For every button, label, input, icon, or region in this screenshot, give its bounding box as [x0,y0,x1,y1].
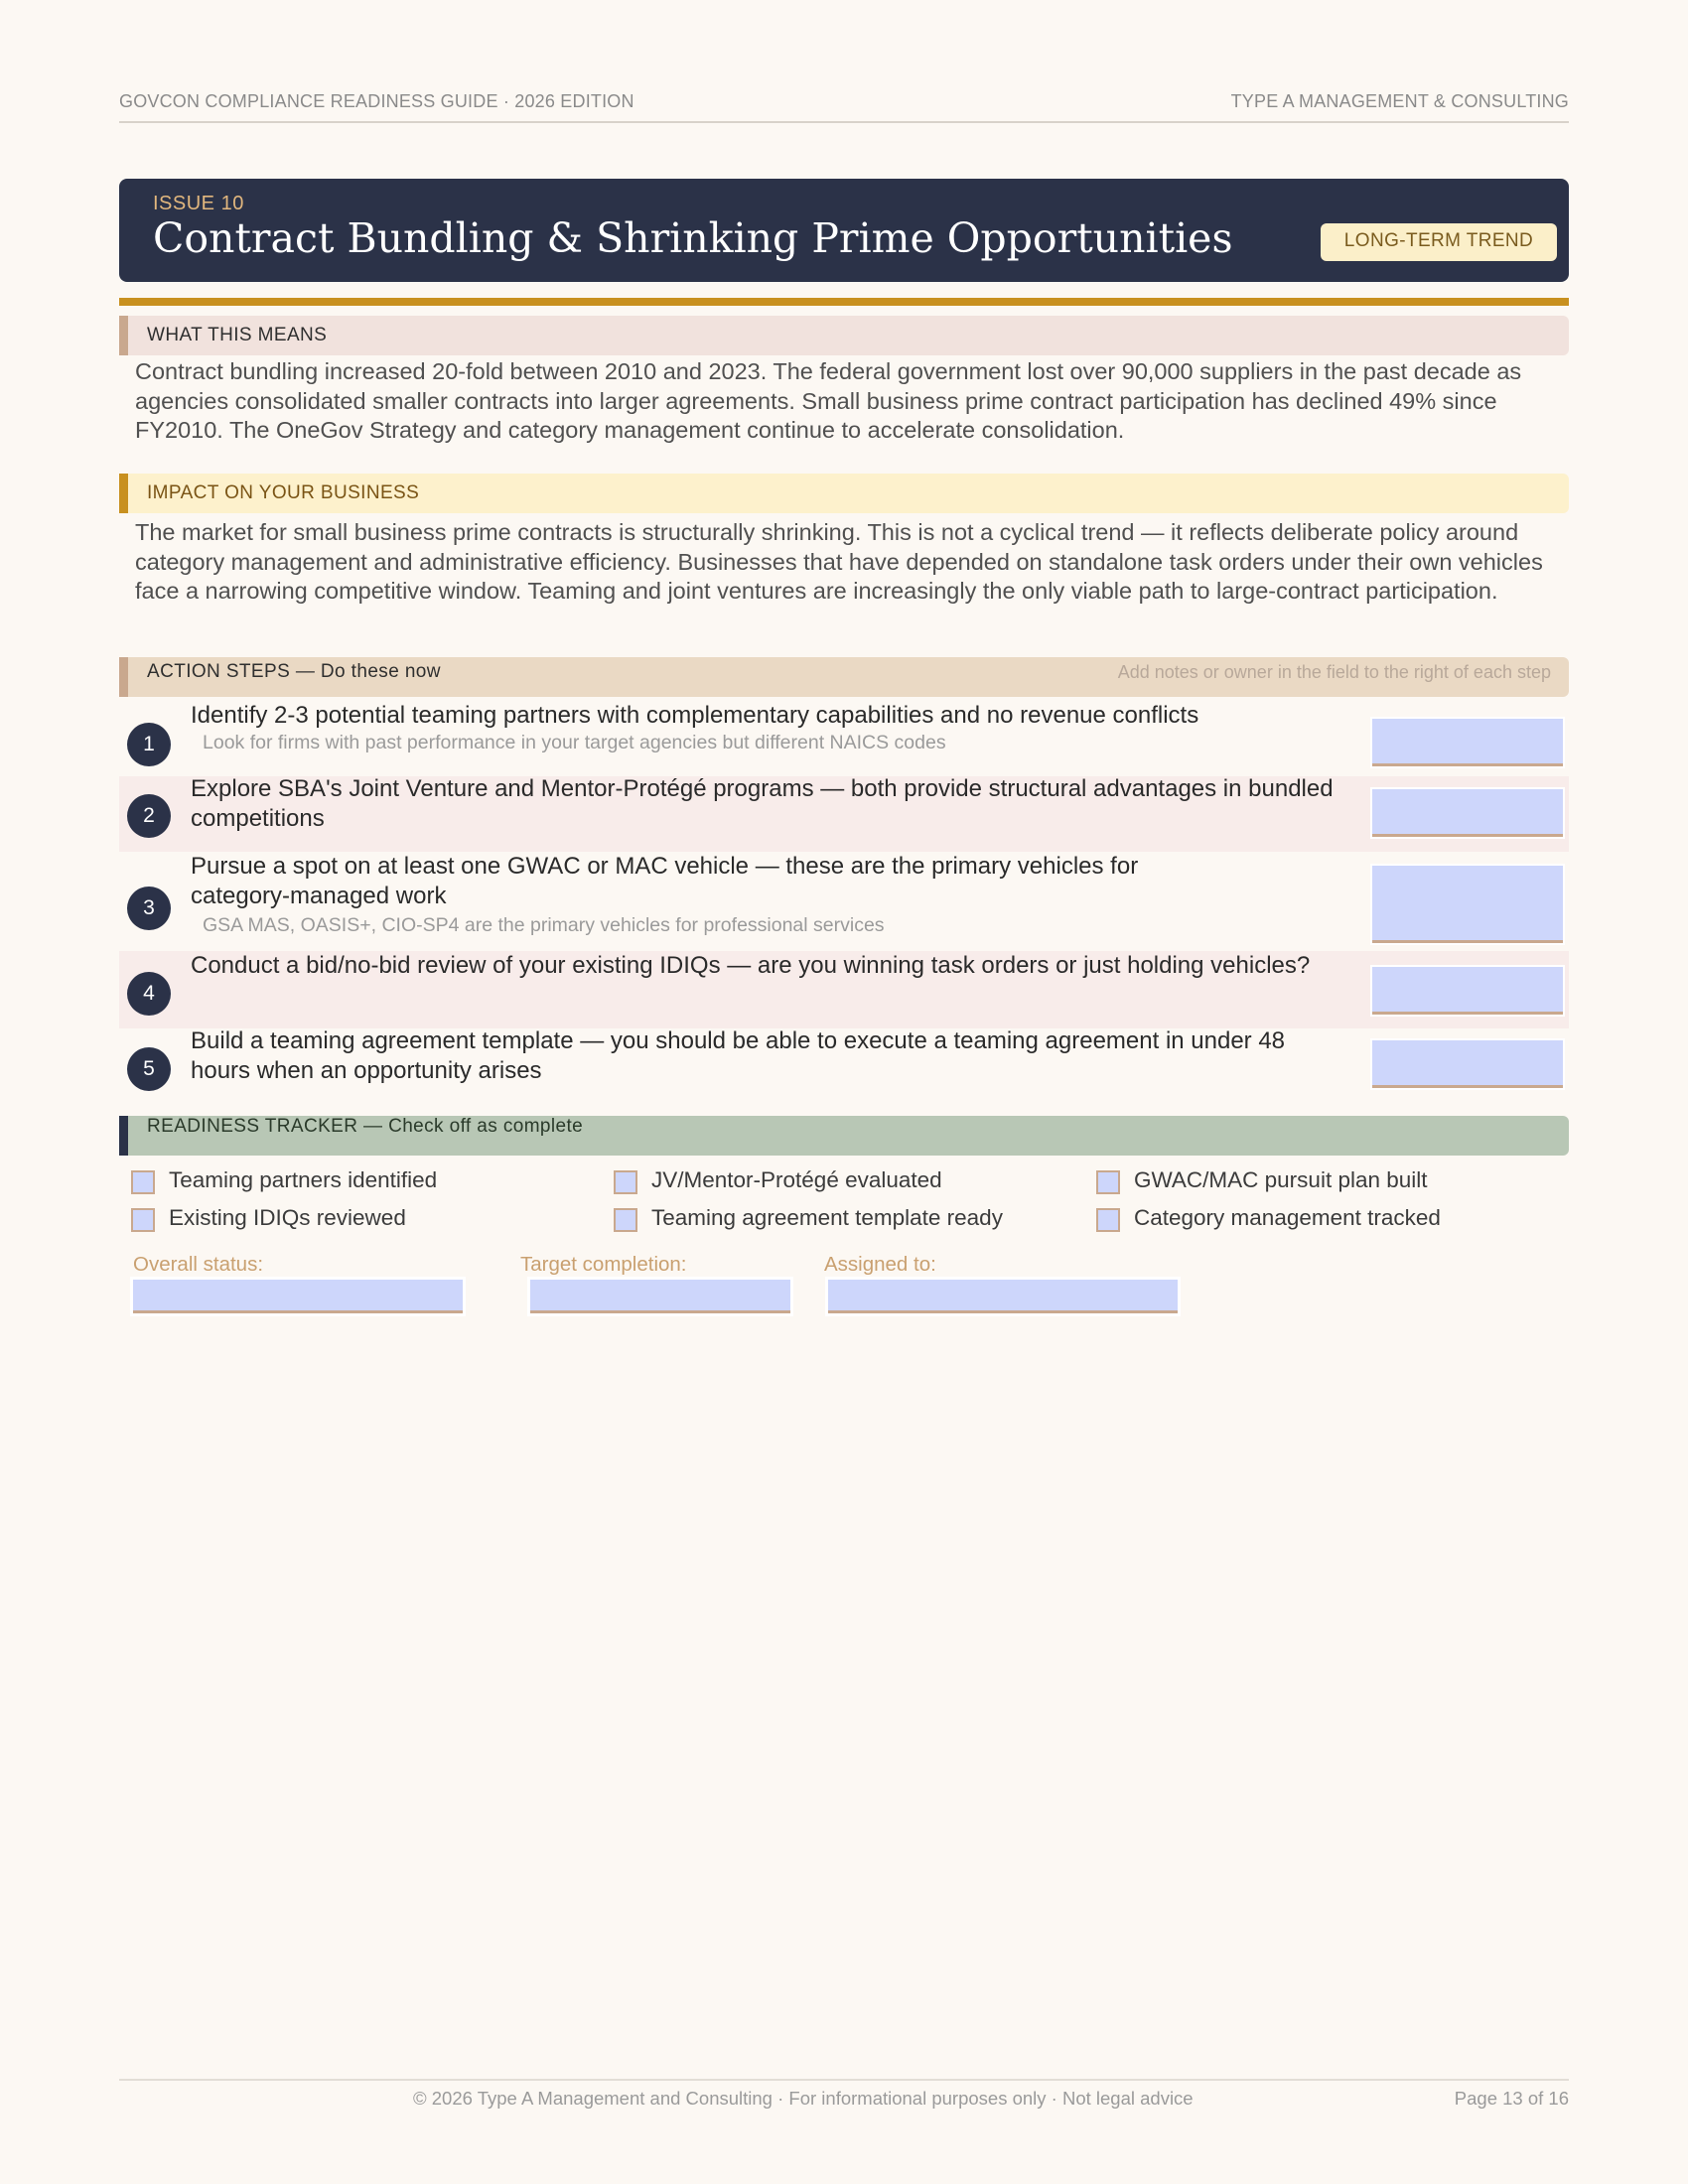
step-number-badge: 5 [127,1047,171,1091]
readiness-tracker-header [119,1116,1569,1156]
step-text [191,1026,1342,1086]
document-page [119,0,1569,2184]
overall-status-field[interactable] [133,1280,463,1313]
step-main-text: Conduct a bid/no-bid review of your existing IDIQs — are you winning task orders or just holding vehicles? [191,952,1311,979]
action-steps-header [119,657,1569,697]
step-main-text: Explore SBA's Joint Venture and Mentor-Protégé programs — both provide structural advantages in bundled competitions [191,775,1334,832]
checkbox-label: Category management tracked [1134,1205,1441,1230]
step-number-badge: 2 [127,794,171,838]
step-number-badge: 4 [127,972,171,1016]
impact-body: The market for small business prime contracts is structurally shrinking. This is not a cyclical trend — it reflects deliberate policy around category management and administrative efficiency. Businesses that have depended on standalone task orders under their own vehicles face a narrowing competitive window. Teaming and joint ventures are increasingly the only viable path to large-contract participation. [135,519,1543,604]
checkbox[interactable] [614,1208,637,1232]
what-this-means-body: Contract bundling increased 20-fold between 2010 and 2023. The federal government lost over 90,000 suppliers in the past decade as agencies consolidated smaller contracts into larger agreements. Small business prime contract participation has declined 49% since FY2010. The OneGov Strategy and category management continue to accelerate consolidation. [135,358,1522,443]
checkbox[interactable] [1096,1208,1120,1232]
issue-banner [119,179,1569,282]
section-heading: ACTION STEPS — Do these now [147,661,441,682]
step-notes-field[interactable] [1372,967,1563,1015]
section-accent-bar [119,316,128,355]
target-completion-label: Target completion: [520,1253,687,1276]
step-text [191,852,1243,937]
section-accent-bar [119,474,128,513]
checkbox-label: JV/Mentor-Protégé evaluated [651,1167,942,1192]
checkbox[interactable] [131,1208,155,1232]
step-text [191,701,1462,754]
trend-badge: LONG-TERM TREND [1321,223,1557,261]
step-text [191,774,1462,834]
step-text [191,951,1342,981]
action-step-2 [119,776,1569,852]
checkbox[interactable] [131,1170,155,1194]
target-completion-field[interactable] [530,1280,790,1313]
section-heading: IMPACT ON YOUR BUSINESS [147,482,420,503]
checkbox-label: Teaming agreement template ready [651,1205,1003,1230]
action-step-5 [119,1026,1569,1102]
action-step-3 [119,852,1569,951]
section-heading: READINESS TRACKER — Check off as complete [147,1116,584,1137]
gold-divider [119,298,1569,306]
step-main-text: Build a teaming agreement template — you should be able to execute a teaming agreement in under 48 hours when an opportunity arises [191,1027,1286,1084]
action-step-1 [119,701,1569,768]
checkbox-label: Existing IDIQs reviewed [169,1205,406,1230]
page-number: Page 13 of 16 [1454,2088,1569,2109]
step-notes-field[interactable] [1372,719,1563,766]
overall-status-label: Overall status: [133,1253,264,1276]
step-number-badge: 1 [127,723,171,766]
step-notes-field[interactable] [1372,789,1563,837]
footer-disclaimer: © 2026 Type A Management and Consulting · For informational purposes only · Not legal advice [413,2088,1194,2109]
action-step-4 [119,951,1569,1028]
running-header [119,91,1569,123]
step-subtext: GSA MAS, OASIS+, CIO-SP4 are the primary vehicles for professional services [203,914,885,936]
section-heading: WHAT THIS MEANS [147,325,328,345]
section-accent-bar [119,1116,128,1156]
issue-number: ISSUE 10 [153,193,244,214]
what-this-means-header [119,316,1569,355]
impact-header [119,474,1569,513]
guide-title: GOVCON COMPLIANCE READINESS GUIDE · 2026 EDITION [119,91,634,111]
page-title: Contract Bundling & Shrinking Prime Opportunities [153,214,1233,262]
checkbox-label: Teaming partners identified [169,1167,438,1192]
publisher-name: TYPE A MANAGEMENT & CONSULTING [1230,91,1569,111]
checkbox-label: GWAC/MAC pursuit plan built [1134,1167,1428,1192]
section-accent-bar [119,657,128,697]
step-notes-field[interactable] [1372,1040,1563,1088]
action-steps-hint: Add notes or owner in the field to the right of each step [1117,662,1551,682]
checkbox[interactable] [1096,1170,1120,1194]
step-number-badge: 3 [127,887,171,930]
step-notes-field[interactable] [1372,866,1563,943]
step-subtext: Look for firms with past performance in your target agencies but different NAICS codes [203,732,946,753]
checkbox[interactable] [614,1170,637,1194]
assigned-to-label: Assigned to: [824,1253,936,1276]
assigned-to-field[interactable] [828,1280,1178,1313]
step-main-text: Pursue a spot on at least one GWAC or MAC vehicle — these are the primary vehicles for category-managed work [191,853,1139,909]
step-main-text: Identify 2-3 potential teaming partners with complementary capabilities and no revenue conflicts [191,702,1199,729]
page-footer [119,2079,1569,2109]
